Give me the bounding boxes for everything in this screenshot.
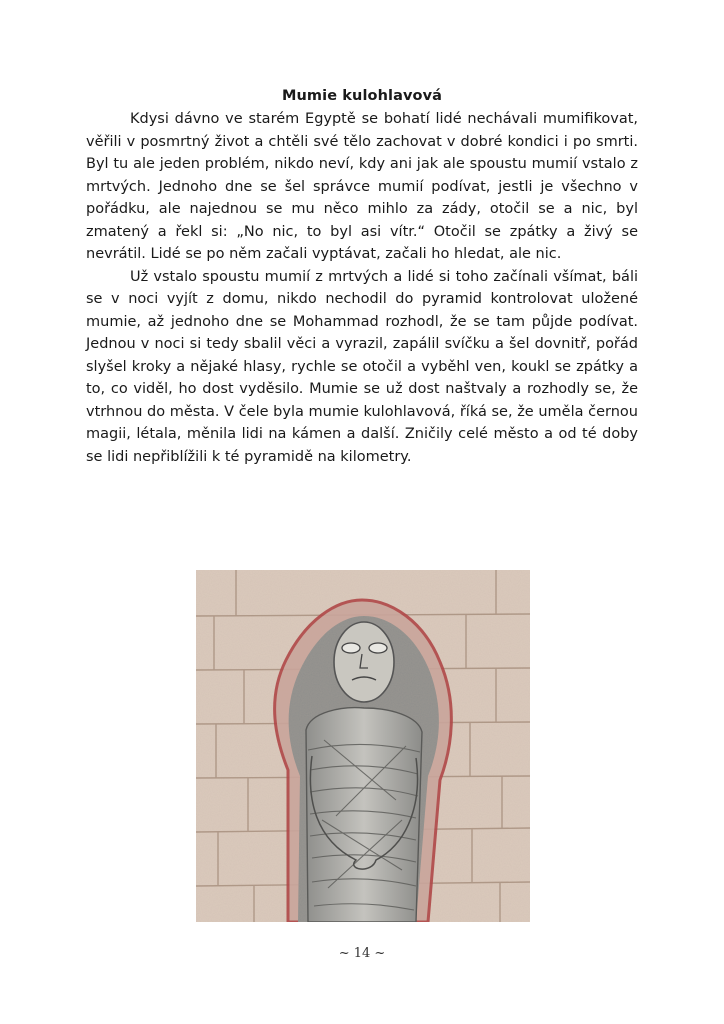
page-number: ~ 14 ~	[338, 946, 386, 961]
paragraph: Už vstalo spoustu mumií z mrtvých a lidé si toho začínali všímat, báli se v noci vyjít z domu, nikdo nechodil do pyramid kontrolovat uložené mumie, až jednoho dne se Mohammad rozhodl, že se tam půjde podívat. Jednou v noci si tedy sbalil věci a vyrazil, zapálil svíčku a šel dovnitř, pořád slyšel kroky a nějaké hlasy, rychle se otočil a vyběhl ven, koukl se zpátky a to, co viděl, ho dost vyděsilo. Mumie se už dost naštvaly a rozhodly se, že vtrhnou do města. V čele byla mumie kulohlavová, říká se, že uměla černou magii, létala, měnila lidi na kámen a další. Zničily celé město a od té doby se lidi nepřiblížili k té pyramidě na kilometry.	[86, 268, 638, 465]
story-text	[86, 108, 638, 468]
paragraph: Kdysi dávno ve starém Egyptě se bohatí lidé nechávali mumifikovat, věřili v posmrtný život a chtěli své tělo zachovat v dobré kondici i po smrti. Byl tu ale jeden problém, nikdo neví, kdy ani jak ale spoustu mumií vstalo z mrtvých. Jednoho dne se šel správce mumií podívat, jestli je všechno v pořádku, ale najednou se mu něco mihlo za zády, otočil se a nic, byl zmatený a řekl si: „No nic, to byl asi vítr.“ Otočil se zpátky a živý se nevrátil. Lidé se po něm začali vyptávat, začali ho hledat, ale nic.	[86, 111, 638, 262]
mummy-face	[334, 622, 394, 702]
mummy-illustration	[196, 570, 530, 922]
document-title: Mumie kulohlavová	[281, 88, 443, 104]
mummy-body	[306, 708, 422, 922]
